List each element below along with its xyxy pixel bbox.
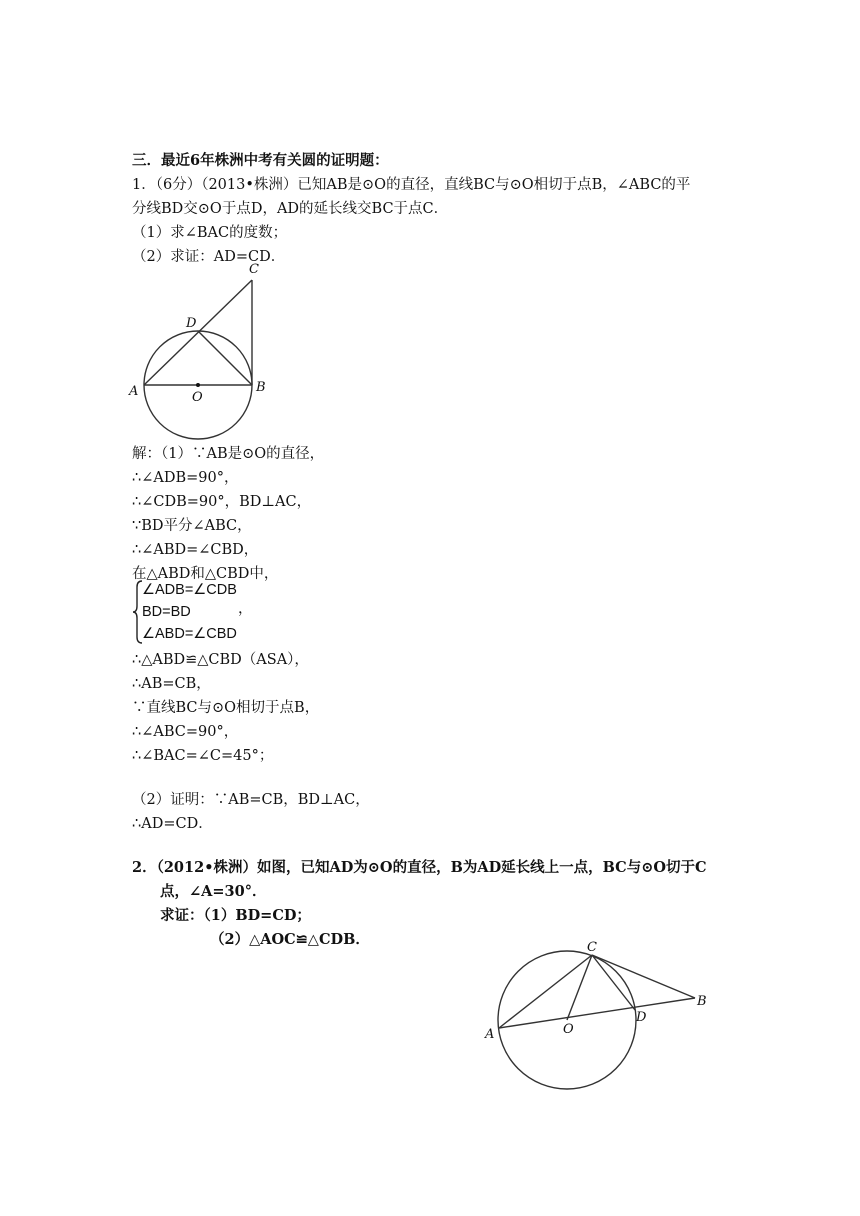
q2-line-ab <box>499 998 695 1028</box>
q2-statement-line2: 点，∠A=30°． <box>160 883 267 900</box>
q1-solution-line10: ∴∠ABC=90°， <box>132 724 239 740</box>
q1-center-dot <box>196 383 200 387</box>
q1-part1: （1）求∠BAC的度数； <box>132 225 288 241</box>
q1-label-d: D <box>186 316 197 331</box>
q1-label-a: A <box>129 384 139 399</box>
q1-congruence-system <box>132 579 392 645</box>
q1-system-eq1: ∠ADB=∠CDB <box>142 582 237 598</box>
q1-solution-line7: ∴△ABD≌△CBD（ASA）， <box>132 652 309 668</box>
q1-proof-line2: ∴AD=CD． <box>132 816 213 832</box>
q1-solution-line11: ∴∠BAC=∠C=45°； <box>132 748 274 764</box>
q2-label-b: B <box>697 994 707 1009</box>
q1-solution-line4: ∵BD平分∠ABC， <box>132 518 252 534</box>
q1-label-c: C <box>249 262 259 277</box>
q1-statement-line2: 分线BD交⊙O于点D，AD的延长线交BC于点C． <box>132 201 449 217</box>
q2-tangent-bc <box>592 955 695 998</box>
q1-solution-line6: 在△ABD和△CBD中， <box>132 566 279 582</box>
q1-bisector-bd <box>198 331 252 385</box>
q1-solution-line2: ∴∠ADB=90°， <box>132 470 239 486</box>
q1-system-eq3: ∠ABD=∠CBD <box>142 626 237 642</box>
q1-system-comma: ， <box>238 601 253 617</box>
q2-label-a: A <box>485 1027 495 1042</box>
q2-geometry-figure <box>480 940 720 1090</box>
q1-system-eq2: BD=BD <box>142 604 191 620</box>
section-heading: 三．最近6年株洲中考有关圆的证明题： <box>132 152 389 169</box>
q1-solution-line1: 解：（1）∵AB是⊙O的直径， <box>132 446 325 462</box>
q1-solution-line5: ∴∠ABD=∠CBD， <box>132 542 259 558</box>
q1-solution-line8: ∴AB=CB， <box>132 676 211 692</box>
q1-proof-line1: （2）证明：∵AB=CB，BD⊥AC， <box>132 792 370 808</box>
q2-label-d: D <box>636 1010 647 1025</box>
q1-label-b: B <box>256 380 266 395</box>
q2-label-c: C <box>587 940 597 955</box>
q2-statement-line1: 2．（2012•株洲）如图，已知AD为⊙O的直径，B为AD延长线上一点，BC与⊙O切于C <box>132 859 707 876</box>
q1-geometry-figure <box>125 255 285 450</box>
q1-solution-line3: ∴∠CDB=90°，BD⊥AC， <box>132 494 312 510</box>
q2-prove-part2: （2）△AOC≌△CDB． <box>210 931 370 948</box>
q1-statement-line1: 1．（6分）（2013•株洲）已知AB是⊙O的直径，直线BC与⊙O相切于点B，∠ABC的平 <box>132 177 691 193</box>
q1-solution-line9: ∵直线BC与⊙O相切于点B， <box>132 700 320 716</box>
q2-label-o: O <box>563 1022 574 1037</box>
q1-part2: （2）求证：AD=CD． <box>132 249 286 265</box>
q1-label-o: O <box>192 390 203 405</box>
q2-prove-part1: 求证：（1）BD=CD； <box>160 907 311 924</box>
